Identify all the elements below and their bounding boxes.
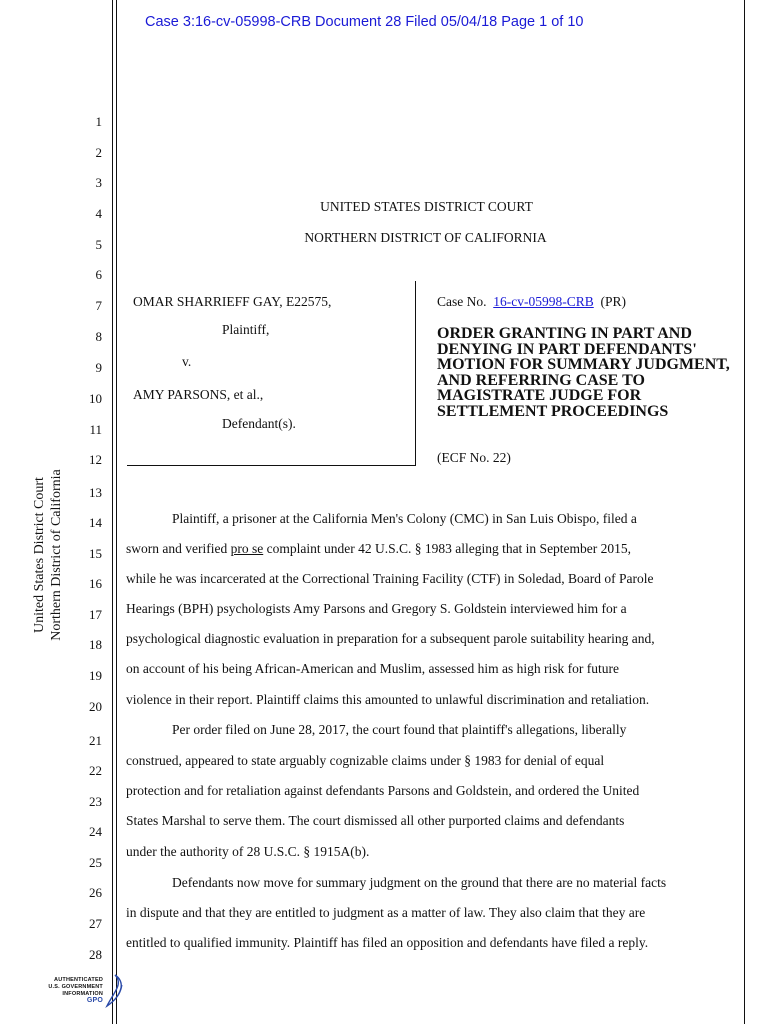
caption-divider-vertical xyxy=(415,281,416,465)
line-number: 11 xyxy=(89,422,102,437)
body-line-14: Plaintiff, a prisoner at the California Men's Colony (CMC) in San Luis Obispo, filed a xyxy=(172,511,637,526)
plaintiff-role: Plaintiff, xyxy=(222,322,270,337)
line-number: 17 xyxy=(89,607,102,622)
line-number: 12 xyxy=(89,452,102,467)
line-number: 1 xyxy=(95,114,102,129)
gpo-authentication-seal xyxy=(45,972,125,1012)
versus: v. xyxy=(182,354,192,369)
line-number: 26 xyxy=(89,885,102,900)
line-number: 3 xyxy=(95,175,102,190)
case-number-prefix: Case No. xyxy=(437,294,487,309)
seal-line2: U.S. GOVERNMENT xyxy=(48,984,103,990)
seal-line3: INFORMATION xyxy=(62,991,103,997)
seal-line1: AUTHENTICATED xyxy=(54,977,103,983)
body-line-20: violence in their report. Plaintiff claims this amounted to unlawful discrimination and retaliation. xyxy=(126,692,650,707)
side-label-line1: United States District Court xyxy=(32,477,47,633)
case-header: Case 3:16-cv-05998-CRB Document 28 Filed 05/04/18 Page 1 of 10 xyxy=(145,14,584,30)
margin-rule-left-inner xyxy=(116,0,117,1024)
line-number: 24 xyxy=(89,824,102,839)
line-number: 5 xyxy=(95,237,102,252)
line-number: 19 xyxy=(89,668,102,683)
order-title: ORDER GRANTING IN PART AND DENYING IN PART DEFENDANTS' MOTION FOR SUMMARY JUDGMENT, AND REFERRING CASE TO MAGISTRATE JUDGE FOR SETTLEMENT PROCEEDINGS xyxy=(437,325,730,420)
pro-se-term: pro se xyxy=(230,541,264,556)
line-number: 9 xyxy=(95,360,102,375)
case-number-line xyxy=(437,294,626,310)
line-number: 28 xyxy=(89,947,102,962)
case-number-suffix: (PR) xyxy=(600,294,627,309)
defendant-name: AMY PARSONS, et al., xyxy=(133,387,264,402)
body-line-15-a: sworn and verified xyxy=(126,541,231,556)
line-number: 8 xyxy=(95,329,102,344)
line-number: 7 xyxy=(95,298,102,313)
plaintiff-name: OMAR SHARRIEFF GAY, E22575, xyxy=(133,294,332,309)
line-number: 14 xyxy=(89,515,102,530)
line-number: 25 xyxy=(89,855,102,870)
caption-divider-horizontal xyxy=(127,465,416,466)
body-line-25: under the authority of 28 U.S.C. § 1915A(b). xyxy=(126,844,370,859)
body-line-15-c: complaint under 42 U.S.C. § 1983 alleging that in September 2015, xyxy=(263,541,632,556)
body-line-19: on account of his being African-American and Muslim, assessed him as high risk for future xyxy=(126,661,620,676)
line-number: 22 xyxy=(89,763,102,778)
body-line-21: Per order filed on June 28, 2017, the court found that plaintiff's allegations, liberally xyxy=(172,722,627,737)
defendant-role: Defendant(s). xyxy=(222,416,296,431)
body-line-17: Hearings (BPH) psychologists Amy Parsons and Gregory S. Goldstein interviewed him for a xyxy=(126,601,627,616)
line-number: 27 xyxy=(89,916,102,931)
eagle-emblem-icon xyxy=(103,972,127,1010)
margin-rule-left-outer xyxy=(112,0,113,1024)
body-line-24: States Marshal to serve them. The court dismissed all other purported claims and defendants xyxy=(126,813,625,828)
line-number: 13 xyxy=(89,485,102,500)
line-number: 2 xyxy=(95,145,102,160)
body-line-28: entitled to qualified immunity. Plaintiff has filed an opposition and defendants have filed a reply. xyxy=(126,935,649,950)
line-number: 23 xyxy=(89,794,102,809)
court-side-label xyxy=(31,469,65,640)
line-number: 15 xyxy=(89,546,102,561)
line-number: 4 xyxy=(95,206,102,221)
line-number: 6 xyxy=(95,267,102,282)
body-line-22: construed, appeared to state arguably cognizable claims under § 1983 for denial of equal xyxy=(126,753,605,768)
side-label-line2: Northern District of California xyxy=(49,469,64,641)
seal-gpo: GPO xyxy=(86,997,103,1004)
body-line-23: protection and for retaliation against defendants Parsons and Goldstein, and ordered the United xyxy=(126,783,640,798)
margin-rule-right xyxy=(744,0,745,1024)
court-district: NORTHERN DISTRICT OF CALIFORNIA xyxy=(304,230,547,245)
body-line-15 xyxy=(126,541,631,557)
body-line-16: while he was incarcerated at the Correctional Training Facility (CTF) in Soledad, Board of Parole xyxy=(126,571,654,586)
ecf-reference: (ECF No. 22) xyxy=(437,450,511,465)
line-number: 10 xyxy=(89,391,102,406)
body-line-18: psychological diagnostic evaluation in preparation for a subsequent parole suitability hearing and, xyxy=(126,631,655,646)
case-number-link[interactable]: 16-cv-05998-CRB xyxy=(493,294,594,309)
body-line-26: Defendants now move for summary judgment on the ground that there are no material facts xyxy=(172,875,667,890)
line-number: 20 xyxy=(89,699,102,714)
line-number: 16 xyxy=(89,576,102,591)
court-name: UNITED STATES DISTRICT COURT xyxy=(320,199,533,214)
line-number: 21 xyxy=(89,733,102,748)
line-number: 18 xyxy=(89,637,102,652)
body-line-27: in dispute and that they are entitled to judgment as a matter of law. They also claim that they are xyxy=(126,905,646,920)
